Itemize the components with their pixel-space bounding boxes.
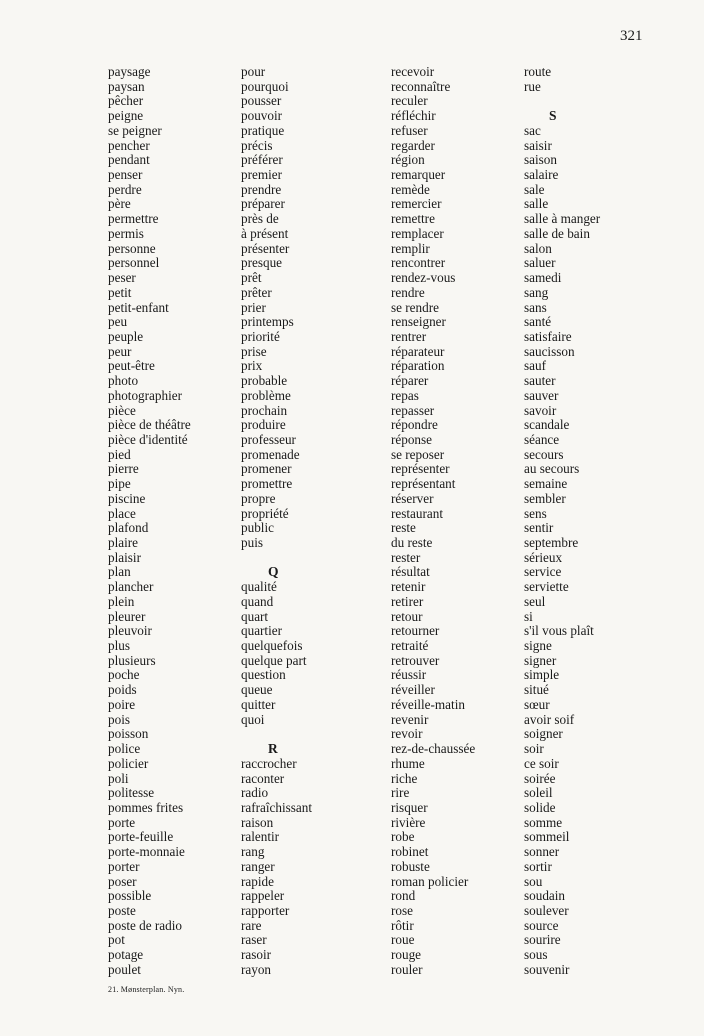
word-entry: rang xyxy=(241,844,265,860)
word-entry: perdre xyxy=(108,181,142,197)
word-entry: s'il vous plaît xyxy=(524,623,594,639)
word-entry: réponse xyxy=(391,431,433,447)
word-entry: route xyxy=(524,64,552,79)
word-entry: région xyxy=(391,152,425,168)
word-entry: produire xyxy=(241,417,286,433)
word-entry: sonner xyxy=(524,844,560,860)
word-entry: salle à manger xyxy=(524,211,601,227)
word-entry: pièce d'identité xyxy=(108,431,188,447)
word-entry: sou xyxy=(524,873,543,889)
word-entry: rhume xyxy=(391,755,425,771)
word-entry: simple xyxy=(524,667,560,683)
word-entry: avoir soif xyxy=(524,711,575,727)
word-entry: scandale xyxy=(524,417,570,433)
word-entry: radio xyxy=(241,785,269,801)
word-entry: puis xyxy=(241,535,263,550)
word-entry: réveiller xyxy=(391,682,435,698)
word-entry: ranger xyxy=(241,858,275,874)
word-entry: poisson xyxy=(108,726,149,742)
word-entry: semaine xyxy=(524,476,568,492)
word-entry: saisir xyxy=(524,137,552,153)
word-entry: poire xyxy=(108,696,136,712)
word-entry: plein xyxy=(108,593,135,609)
word-entry: regarder xyxy=(391,137,435,153)
word-entry: remarquer xyxy=(391,167,446,183)
word-entry: remplir xyxy=(391,240,430,256)
word-entry: si xyxy=(524,608,533,624)
word-entry: remercier xyxy=(391,196,442,212)
word-entry: paysage xyxy=(108,64,151,79)
word-entry: politesse xyxy=(108,785,155,801)
word-entry: pois xyxy=(108,711,130,727)
word-entry: quart xyxy=(241,608,269,624)
word-entry: quartier xyxy=(241,623,283,639)
word-entry: pipe xyxy=(108,476,131,492)
word-entry: personne xyxy=(108,240,156,256)
word-entry: saluer xyxy=(524,255,556,271)
word-entry: peut-être xyxy=(108,358,155,374)
word-entry: robuste xyxy=(391,858,430,874)
word-entry: quelque part xyxy=(241,652,307,668)
word-entry: pousser xyxy=(241,93,282,109)
word-entry: solide xyxy=(524,799,556,815)
word-entry: rez-de-chaussée xyxy=(391,741,476,757)
word-entry: raser xyxy=(241,932,267,948)
word-entry: retenir xyxy=(391,579,426,595)
word-entry: saucisson xyxy=(524,343,575,359)
word-entry: reculer xyxy=(391,93,428,109)
word-entry: repas xyxy=(391,387,419,403)
word-entry: propriété xyxy=(241,505,289,521)
word-entry: penser xyxy=(108,167,143,183)
word-entry: poli xyxy=(108,770,129,786)
word-entry: prier xyxy=(241,299,266,315)
word-entry: rapporter xyxy=(241,902,290,918)
word-entry: pièce xyxy=(108,402,136,418)
word-entry: renseigner xyxy=(391,314,446,330)
word-entry: rester xyxy=(391,549,421,565)
word-entry: plusieurs xyxy=(108,652,156,668)
word-entry: remettre xyxy=(391,211,435,227)
word-entry: poste xyxy=(108,902,136,918)
word-entry: réparateur xyxy=(391,343,445,359)
word-entry: remède xyxy=(391,181,430,197)
word-entry: sauf xyxy=(524,358,546,374)
word-entry: préférer xyxy=(241,152,283,168)
word-entry: prix xyxy=(241,358,263,374)
word-entry: propre xyxy=(241,490,276,506)
word-entry: robinet xyxy=(391,844,429,860)
word-entry: sang xyxy=(524,284,549,300)
word-entry: sac xyxy=(524,122,541,138)
word-entry: pourquoi xyxy=(241,78,289,94)
word-entry: sourire xyxy=(524,932,561,948)
word-entry: séance xyxy=(524,431,560,447)
word-entry: place xyxy=(108,505,136,521)
spacer xyxy=(241,551,312,566)
word-entry: sérieux xyxy=(524,549,563,565)
word-entry: prêt xyxy=(241,270,262,286)
word-entry: ce soir xyxy=(524,755,559,771)
word-column-1 xyxy=(108,65,191,978)
word-entry: rendre xyxy=(391,284,425,300)
section-letter: S xyxy=(549,108,557,124)
page-number: 321 xyxy=(620,28,643,44)
word-entry: peuple xyxy=(108,328,144,344)
word-entry: piscine xyxy=(108,490,146,506)
word-entry: revoir xyxy=(391,726,423,742)
word-entry: professeur xyxy=(241,431,296,447)
word-entry: rire xyxy=(391,785,410,801)
word-entry: soleil xyxy=(524,785,553,801)
word-entry: service xyxy=(524,564,562,580)
word-entry: saison xyxy=(524,152,557,168)
word-entry: réveille-matin xyxy=(391,696,465,712)
word-entry: salon xyxy=(524,240,552,256)
word-entry: rivière xyxy=(391,814,426,830)
word-entry: sauter xyxy=(524,373,556,389)
word-entry: septembre xyxy=(524,535,579,550)
word-entry: pleurer xyxy=(108,608,146,624)
word-entry: rendez-vous xyxy=(391,270,456,286)
word-entry: rouler xyxy=(391,961,423,977)
word-entry: réussir xyxy=(391,667,427,683)
word-entry: promenade xyxy=(241,446,300,462)
word-column-2 xyxy=(241,65,312,978)
word-entry: question xyxy=(241,667,286,683)
word-entry: retourner xyxy=(391,623,440,639)
word-entry: représenter xyxy=(391,461,450,477)
word-entry: porte xyxy=(108,814,136,830)
word-entry: somme xyxy=(524,814,563,830)
word-entry: peur xyxy=(108,343,132,359)
word-entry: santé xyxy=(524,314,552,330)
word-entry: réparation xyxy=(391,358,445,374)
word-entry: du reste xyxy=(391,535,433,550)
word-entry: poche xyxy=(108,667,140,683)
word-entry: soir xyxy=(524,741,544,757)
word-entry: plus xyxy=(108,638,130,654)
word-entry: soirée xyxy=(524,770,556,786)
word-entry: soigner xyxy=(524,726,563,742)
word-entry: samedi xyxy=(524,270,562,286)
word-entry: poste de radio xyxy=(108,917,182,933)
word-entry: permettre xyxy=(108,211,159,227)
word-entry: presque xyxy=(241,255,283,271)
word-entry: prochain xyxy=(241,402,288,418)
word-entry: printemps xyxy=(241,314,294,330)
word-entry: restaurant xyxy=(391,505,443,521)
word-entry: se reposer xyxy=(391,446,445,462)
word-entry: pencher xyxy=(108,137,150,153)
word-entry: pêcher xyxy=(108,93,144,109)
word-entry: souvenir xyxy=(524,961,570,977)
word-entry: potage xyxy=(108,947,144,963)
word-entry: source xyxy=(524,917,559,933)
word-entry: priorité xyxy=(241,328,280,344)
word-entry: recevoir xyxy=(391,64,435,79)
word-entry: roue xyxy=(391,932,415,948)
word-column-4 xyxy=(524,65,600,978)
word-entry: réparer xyxy=(391,373,429,389)
word-entry: satisfaire xyxy=(524,328,572,344)
word-entry: pendant xyxy=(108,152,150,168)
word-entry: peu xyxy=(108,314,128,330)
word-entry: personnel xyxy=(108,255,160,271)
word-entry: roman policier xyxy=(391,873,469,889)
word-entry: promener xyxy=(241,461,292,477)
word-entry: raison xyxy=(241,814,274,830)
word-entry: signer xyxy=(524,652,557,668)
word-entry: refuser xyxy=(391,122,428,138)
word-entry: retour xyxy=(391,608,423,624)
word-entry: retraité xyxy=(391,638,429,654)
word-entry: représentant xyxy=(391,476,456,492)
word-entry: promettre xyxy=(241,476,293,492)
word-column-3 xyxy=(391,65,475,978)
word-entry: sortir xyxy=(524,858,552,874)
word-entry: quelquefois xyxy=(241,638,303,654)
word-entry: précis xyxy=(241,137,273,153)
word-entry: reste xyxy=(391,520,416,536)
word-entry: rare xyxy=(241,917,262,933)
word-entry: rentrer xyxy=(391,328,427,344)
word-entry: au secours xyxy=(524,461,580,477)
word-entry: sommeil xyxy=(524,829,570,845)
word-entry: permis xyxy=(108,225,144,241)
word-entry: pleuvoir xyxy=(108,623,152,639)
word-entry: peser xyxy=(108,270,136,286)
word-entry: sous xyxy=(524,947,548,963)
word-entry: rappeler xyxy=(241,888,285,904)
word-entry: sale xyxy=(524,181,545,197)
word-entry: remplacer xyxy=(391,225,444,241)
word-entry: reconnaître xyxy=(391,78,451,94)
spacer xyxy=(241,727,312,742)
spacer xyxy=(524,94,600,109)
word-entry: poser xyxy=(108,873,137,889)
word-entry: près de xyxy=(241,211,279,227)
word-entry: pouvoir xyxy=(241,108,283,124)
word-entry: qualité xyxy=(241,579,277,595)
word-entry: rayon xyxy=(241,961,272,977)
word-entry: prise xyxy=(241,343,267,359)
word-entry: soulever xyxy=(524,902,569,918)
word-entry: problème xyxy=(241,387,291,403)
word-entry: poulet xyxy=(108,961,141,977)
word-entry: situé xyxy=(524,682,549,698)
word-entry: plaisir xyxy=(108,549,141,565)
word-entry: policier xyxy=(108,755,149,771)
word-entry: rouge xyxy=(391,947,422,963)
word-entry: sembler xyxy=(524,490,566,506)
word-entry: petit xyxy=(108,284,132,300)
section-letter: R xyxy=(268,741,278,757)
word-entry: salle de bain xyxy=(524,225,590,241)
word-entry: retirer xyxy=(391,593,424,609)
word-entry: présenter xyxy=(241,240,290,256)
word-entry: secours xyxy=(524,446,564,462)
word-entry: prêter xyxy=(241,284,272,300)
word-entry: père xyxy=(108,196,131,212)
word-entry: pour xyxy=(241,64,266,79)
word-entry: signe xyxy=(524,638,552,654)
word-entry: queue xyxy=(241,682,273,698)
word-entry: pot xyxy=(108,932,125,948)
word-entry: photo xyxy=(108,373,139,389)
word-entry: résultat xyxy=(391,564,430,580)
word-entry: possible xyxy=(108,888,152,904)
word-entry: raconter xyxy=(241,770,285,786)
word-entry: pied xyxy=(108,446,131,462)
word-entry: rôtir xyxy=(391,917,414,933)
word-entry: quoi xyxy=(241,711,265,727)
word-entry: rapide xyxy=(241,873,274,889)
footer-note: 21. Mønsterplan. Nyn. xyxy=(108,985,185,994)
word-entry: raccrocher xyxy=(241,755,297,771)
word-entry: savoir xyxy=(524,402,557,418)
word-entry: réserver xyxy=(391,490,434,506)
word-entry: robe xyxy=(391,829,415,845)
word-entry: rond xyxy=(391,888,416,904)
word-entry: plancher xyxy=(108,579,154,595)
word-entry: petit-enfant xyxy=(108,299,169,315)
word-entry: salle xyxy=(524,196,549,212)
word-entry: plan xyxy=(108,564,131,580)
word-entry: réfléchir xyxy=(391,108,436,124)
word-entry: probable xyxy=(241,373,288,389)
word-entry: repasser xyxy=(391,402,435,418)
word-entry: photographier xyxy=(108,387,182,403)
word-entry: risquer xyxy=(391,799,428,815)
word-entry: porte-feuille xyxy=(108,829,174,845)
word-entry: plaire xyxy=(108,535,139,550)
section-letter: Q xyxy=(268,564,279,580)
word-entry: premier xyxy=(241,167,283,183)
word-entry: porte-monnaie xyxy=(108,844,185,860)
word-entry: quand xyxy=(241,593,274,609)
word-entry: rafraîchissant xyxy=(241,799,313,815)
word-entry: sentir xyxy=(524,520,554,536)
word-entry: se rendre xyxy=(391,299,439,315)
word-entry: salaire xyxy=(524,167,559,183)
word-entry: poids xyxy=(108,682,137,698)
word-entry: police xyxy=(108,741,141,757)
word-entry: paysan xyxy=(108,78,145,94)
word-entry: ralentir xyxy=(241,829,280,845)
word-entry: riche xyxy=(391,770,418,786)
word-entry: soudain xyxy=(524,888,566,904)
word-entry: sauver xyxy=(524,387,559,403)
word-entry: pratique xyxy=(241,122,285,138)
word-entry: rencontrer xyxy=(391,255,446,271)
word-entry: à présent xyxy=(241,225,289,241)
word-entry: rue xyxy=(524,78,541,94)
word-entry: quitter xyxy=(241,696,276,712)
word-entry: sœur xyxy=(524,696,550,712)
word-entry: pièce de théâtre xyxy=(108,417,191,433)
word-entry: porter xyxy=(108,858,140,874)
word-entry: sans xyxy=(524,299,547,315)
word-entry: plafond xyxy=(108,520,149,536)
word-entry: seul xyxy=(524,593,546,609)
word-entry: pierre xyxy=(108,461,139,477)
word-entry: public xyxy=(241,520,274,536)
word-entry: répondre xyxy=(391,417,438,433)
word-entry: retrouver xyxy=(391,652,440,668)
word-entry: peigne xyxy=(108,108,144,124)
word-entry: rose xyxy=(391,902,413,918)
word-entry: sens xyxy=(524,505,547,521)
word-entry: serviette xyxy=(524,579,569,595)
word-entry: revenir xyxy=(391,711,429,727)
word-entry: se peigner xyxy=(108,122,162,138)
word-entry: rasoir xyxy=(241,947,272,963)
word-entry: pommes frites xyxy=(108,799,184,815)
word-entry: prendre xyxy=(241,181,282,197)
word-entry: préparer xyxy=(241,196,285,212)
